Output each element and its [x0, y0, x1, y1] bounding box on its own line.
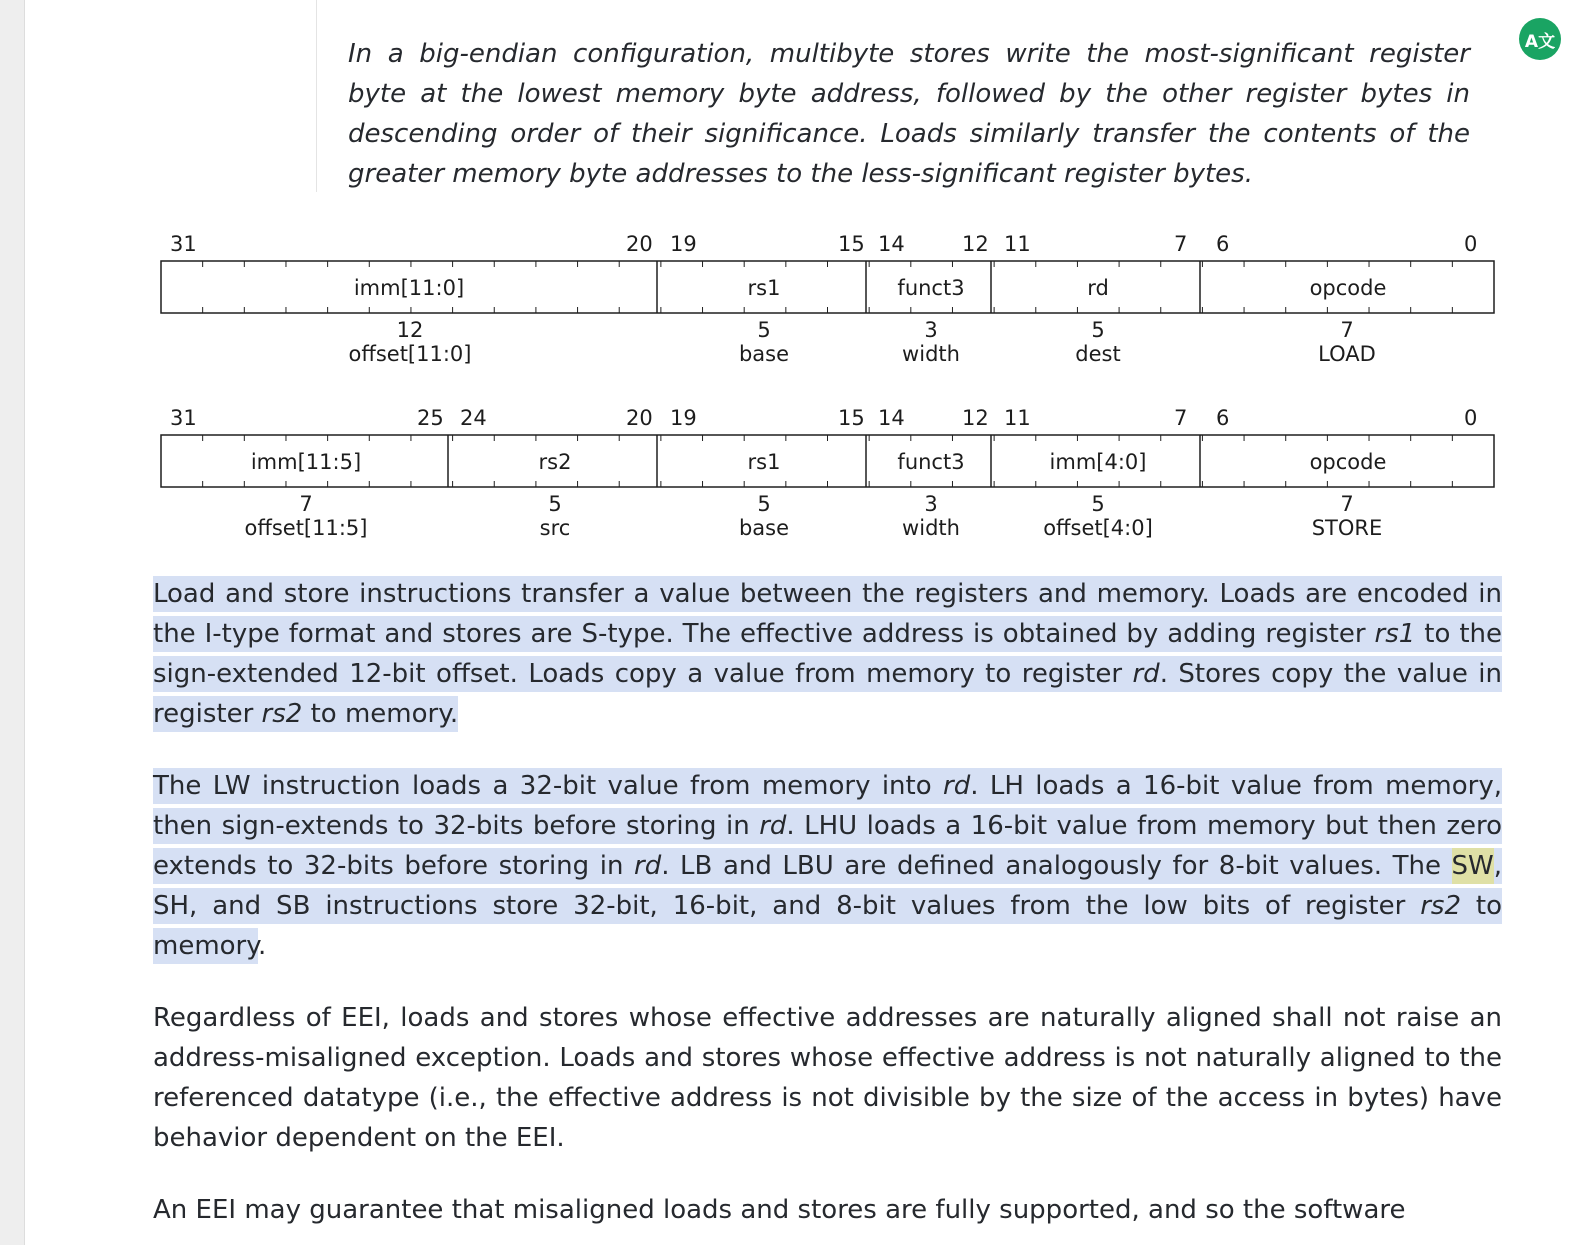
field-width: 5 [757, 318, 771, 342]
field-width: 3 [924, 318, 938, 342]
field-name: imm[11:0] [353, 276, 465, 300]
bit-number: 19 [670, 232, 697, 256]
bit-number: 6 [1216, 406, 1230, 430]
paragraph-text: Load and store instructions transfer a value between the registers and memory. Loads are encoded in the I-type format and stores are S-type. The effective address is obtained by adding register [153, 579, 1502, 649]
bit-number: 7 [1174, 232, 1188, 256]
search-match-highlight: SW [1451, 851, 1494, 881]
bit-number: 14 [878, 406, 905, 430]
field-width: 7 [1340, 492, 1354, 516]
field-description: base [738, 342, 790, 366]
register-name: rs1 [1374, 619, 1416, 649]
load-store-overview-paragraph [153, 574, 1502, 734]
bit-number: 11 [1004, 232, 1031, 256]
field-description: width [902, 516, 960, 540]
field-name: rs1 [747, 450, 781, 474]
field-description: base [738, 516, 790, 540]
register-name: rs2 [261, 699, 303, 729]
field-width: 12 [396, 318, 424, 342]
paragraph-text: . LB and LBU are defined analogously for 8-bit values. The [661, 851, 1452, 881]
bit-number: 12 [962, 406, 989, 430]
bit-number: 31 [170, 232, 197, 256]
text-selection [153, 771, 1502, 961]
bit-number: 6 [1216, 232, 1230, 256]
field-name: imm[4:0] [1049, 450, 1147, 474]
field-name: rs2 [538, 450, 572, 474]
bit-number: 0 [1464, 232, 1478, 256]
misaligned-support-paragraph: An EEI may guarantee that misaligned loads and stores are fully supported, and so the software [153, 1195, 1406, 1225]
field-name: opcode [1309, 276, 1387, 300]
field-description: offset[4:0] [1043, 516, 1153, 540]
field-description: STORE [1311, 516, 1383, 540]
paragraph-text: , SH, and SB instructions store 32-bit, 16-bit, and 8-bit values from the low bits of register [153, 851, 1503, 921]
field-description: width [902, 342, 960, 366]
field-name: imm[11:5] [250, 450, 362, 474]
field-width: 5 [548, 492, 562, 516]
paragraph-text: The LW instruction loads a 32-bit value from memory into [153, 771, 944, 801]
paragraph-text: . Stores copy the value in register [153, 659, 1502, 729]
quote-rule [316, 0, 317, 192]
register-name: rd [1132, 659, 1160, 689]
field-width: 3 [924, 492, 938, 516]
register-name: rs2 [1420, 891, 1461, 921]
register-name: rd [634, 851, 662, 881]
text-selection [153, 579, 1502, 729]
paragraph-text: . [257, 931, 267, 961]
bit-number: 14 [878, 232, 905, 256]
bit-number: 24 [460, 406, 487, 430]
bit-number: 20 [626, 232, 653, 256]
field-width: 5 [757, 492, 771, 516]
big-endian-note: In a big-endian configuration, multibyte stores write the most-significant register byte at the lowest memory byte address, followed by the other register bytes in descending order of their significance. Loads similarly transfer the contents of the greater memory byte addresses to the less-significant register bytes. [348, 39, 1470, 189]
bit-number: 15 [838, 406, 865, 430]
bit-number: 7 [1174, 406, 1188, 430]
left-gutter [0, 0, 25, 1245]
paragraph-text: . LHU loads a 16-bit value from memory but then zero extends to 32-bits before storing in [153, 811, 1503, 881]
field-width: 5 [1091, 318, 1105, 342]
field-name: rs1 [747, 276, 781, 300]
field-description: dest [1075, 342, 1121, 366]
load-store-widths-paragraph [153, 766, 1502, 966]
paragraph-text: . LH loads a 16-bit value from memory, then sign-extends to 32-bits before storing in [153, 771, 1502, 841]
bit-number: 11 [1004, 406, 1031, 430]
paragraph-text: to memory [153, 891, 1502, 961]
bit-number: 19 [670, 406, 697, 430]
register-name: rd [943, 771, 971, 801]
field-width: 7 [299, 492, 313, 516]
field-description: offset[11:5] [244, 516, 368, 540]
bit-number: 12 [962, 232, 989, 256]
field-description: LOAD [1318, 342, 1376, 366]
bit-number: 15 [838, 232, 865, 256]
field-width: 5 [1091, 492, 1105, 516]
field-description: offset[11:0] [348, 342, 472, 366]
field-name: funct3 [897, 276, 965, 300]
load-format-diagram [150, 232, 1510, 382]
bit-number: 20 [626, 406, 653, 430]
paragraph-text: to memory. [302, 699, 459, 729]
alignment-paragraph: Regardless of EEI, loads and stores whose effective addresses are naturally aligned shall not raise an address-misaligned exception. Loads and stores whose effective address is not naturally aligned to the referenced datatype (i.e., the effective address is not divisible by the size of the access in bytes) have behavior dependent on the EEI. [153, 1003, 1502, 1153]
bit-number: 31 [170, 406, 197, 430]
field-name: opcode [1309, 450, 1387, 474]
field-name: funct3 [897, 450, 965, 474]
field-description: src [539, 516, 571, 540]
field-width: 7 [1340, 318, 1354, 342]
bit-number: 0 [1464, 406, 1478, 430]
paragraph-text: to the sign-extended 12-bit offset. Loads copy a value from memory to register [153, 619, 1502, 689]
field-name: rd [1087, 276, 1109, 300]
register-name: rd [759, 811, 787, 841]
store-format-diagram [150, 406, 1510, 556]
translate-icon[interactable]: A文 [1519, 18, 1561, 60]
bit-number: 25 [417, 406, 444, 430]
